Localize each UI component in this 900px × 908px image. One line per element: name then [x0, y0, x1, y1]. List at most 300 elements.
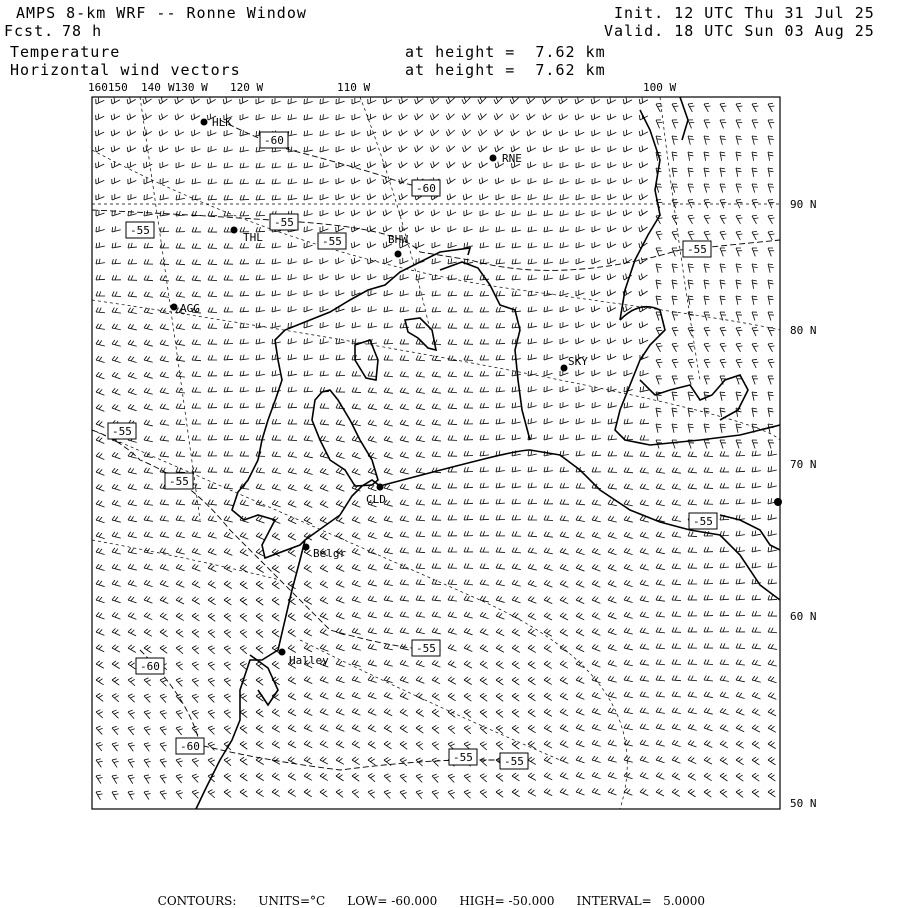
wind-barb-tick: [721, 155, 726, 156]
wind-barb-tick: [608, 532, 611, 536]
wind-barb-tick: [161, 97, 162, 102]
wind-barb: [496, 568, 505, 569]
wind-barb-tick: [642, 98, 643, 103]
wind-barb: [128, 99, 136, 104]
wind-barb: [96, 263, 105, 264]
wind-barb-tick: [399, 227, 400, 232]
wind-barb: [368, 180, 376, 184]
wind-barb-tick: [480, 563, 482, 568]
wind-barb-tick: [176, 662, 180, 664]
wind-barb: [480, 423, 489, 424]
wind-barb-tick: [351, 211, 352, 216]
valid-time: Valid. 18 UTC Sun 03 Aug 25: [604, 22, 875, 40]
wind-barb: [576, 132, 584, 136]
wind-barb-tick: [627, 597, 630, 601]
wind-barb-tick: [355, 322, 356, 327]
wind-barb: [592, 100, 600, 104]
wind-barb-tick: [451, 645, 454, 649]
wind-barb-tick: [592, 676, 595, 680]
wind-barb-tick: [611, 597, 614, 601]
wind-barb-tick: [147, 614, 151, 618]
wind-barb-tick: [352, 564, 355, 568]
wind-barb-tick: [355, 581, 358, 585]
wind-barb-tick: [576, 483, 578, 488]
wind-barb-tick: [736, 643, 738, 648]
wind-barb-tick: [371, 628, 374, 632]
wind-barb-tick: [403, 580, 405, 584]
wind-barb: [608, 340, 616, 344]
wind-barb-tick: [739, 499, 740, 504]
wind-barb-tick: [464, 515, 466, 520]
wind-barb-tick: [163, 194, 164, 199]
wind-barb-tick: [128, 677, 132, 680]
wind-barb-tick: [563, 210, 564, 215]
wind-barb-tick: [227, 468, 229, 473]
wind-barb-tick: [367, 195, 368, 200]
wind-barb-tick: [467, 564, 469, 569]
wind-barb: [736, 615, 745, 616]
wind-barb-tick: [435, 484, 437, 489]
wind-barb: [112, 197, 120, 200]
wind-barb-tick: [451, 356, 453, 361]
wind-barb-tick: [736, 343, 741, 344]
wind-barb-tick: [675, 548, 677, 552]
wind-barb-tick: [384, 388, 386, 392]
wind-barb-tick: [275, 306, 276, 311]
wind-barb-tick: [339, 566, 342, 570]
wind-barb-tick: [224, 403, 225, 408]
wind-barb: [400, 294, 409, 296]
wind-barb: [256, 295, 265, 296]
wind-barb-tick: [112, 243, 113, 248]
wind-barb-tick: [131, 469, 134, 473]
wind-barb-tick: [448, 547, 450, 552]
wind-barb: [720, 216, 724, 224]
wind-barb-tick: [627, 533, 630, 537]
wind-barb-tick: [544, 564, 547, 568]
wind-barb-tick: [179, 292, 181, 296]
wind-barb-tick: [544, 693, 548, 696]
wind-barb: [592, 455, 601, 456]
wind-barb-tick: [528, 467, 529, 472]
wind-barb-tick: [464, 483, 465, 488]
wind-barb-tick: [451, 563, 453, 568]
wind-barb-tick: [275, 290, 276, 295]
wind-barb: [576, 99, 584, 104]
wind-barb-tick: [96, 275, 97, 280]
wind-barb: [512, 181, 520, 184]
wind-barb-tick: [288, 484, 291, 488]
wind-barb-tick: [416, 468, 418, 472]
wind-barb-tick: [499, 291, 500, 296]
wind-barb: [720, 599, 729, 600]
wind-barb-tick: [144, 404, 147, 408]
wind-barb-tick: [627, 484, 629, 488]
wind-barb-tick: [435, 323, 437, 328]
wind-barb-tick: [208, 613, 212, 616]
wind-barb-tick: [464, 291, 466, 296]
wind-barb-tick: [195, 356, 197, 361]
wind-barb: [448, 229, 456, 232]
wind-barb-tick: [370, 162, 371, 167]
wind-barb-tick: [224, 371, 225, 376]
wind-barb-tick: [131, 259, 133, 264]
wind-barb-tick: [531, 679, 535, 682]
wind-barb-tick: [99, 357, 102, 361]
wind-barb-tick: [435, 388, 437, 392]
wind-barb-tick: [561, 97, 562, 102]
wind-barb: [608, 600, 616, 603]
wind-barb-tick: [419, 580, 421, 585]
wind-barb-tick: [480, 323, 482, 328]
wind-barb-tick: [351, 227, 352, 232]
wind-barb-tick: [688, 468, 690, 472]
wind-barb-tick: [275, 501, 278, 505]
wind-barb-tick: [323, 645, 326, 649]
wind-barb-tick: [272, 452, 274, 456]
wind-barb-tick: [115, 341, 118, 345]
wind-barb: [320, 118, 329, 120]
wind-barb: [304, 166, 313, 168]
wind-barb-tick: [479, 179, 480, 184]
wind-barb-tick: [211, 549, 214, 553]
wind-barb-tick: [336, 580, 339, 584]
wind-barb-tick: [160, 292, 162, 296]
wind-barb-tick: [256, 179, 257, 184]
wind-barb-tick: [210, 98, 211, 103]
wind-barb: [528, 552, 537, 553]
wind-barb-tick: [275, 452, 277, 456]
wind-barb-tick: [672, 659, 674, 664]
wind-barb-tick: [546, 130, 547, 135]
wind-barb-tick: [464, 275, 465, 280]
wind-barb-tick: [160, 372, 163, 376]
wind-barb-tick: [464, 323, 466, 328]
wind-barb-tick: [416, 275, 417, 280]
wind-barb: [624, 472, 633, 473]
wind-barb-tick: [339, 371, 340, 376]
wind-barb-tick: [320, 147, 321, 152]
wind-barb-tick: [163, 243, 165, 248]
wind-barb-tick: [370, 210, 371, 215]
wind-barb-tick: [367, 163, 368, 168]
wind-barb: [96, 197, 104, 200]
wind-barb: [320, 488, 328, 491]
wind-barb: [656, 648, 665, 649]
wind-barb-tick: [467, 613, 470, 617]
wind-barb: [768, 296, 770, 305]
wind-barb-tick: [528, 548, 531, 552]
wind-barb-tick: [432, 563, 434, 568]
wind-barb-tick: [160, 532, 163, 536]
wind-barb-tick: [227, 323, 229, 328]
wind-barb: [144, 568, 153, 570]
wind-barb: [608, 276, 616, 280]
wind-barb: [384, 392, 393, 393]
wind-barb-tick: [416, 612, 418, 616]
wind-barb: [384, 376, 393, 377]
wind-barb-tick: [160, 468, 162, 472]
wind-barb-tick: [576, 645, 580, 648]
wind-barb-tick: [432, 612, 435, 616]
wind-barb: [640, 648, 649, 649]
wind-barb: [144, 472, 153, 473]
wind-barb: [464, 632, 473, 635]
wind-barb-tick: [659, 692, 661, 696]
wind-barb-tick: [176, 710, 181, 712]
wind-barb: [160, 424, 169, 425]
wind-barb: [736, 136, 738, 145]
wind-barb-tick: [467, 291, 469, 296]
wind-barb-tick: [162, 680, 167, 682]
wind-barb: [288, 309, 297, 312]
wind-barb: [608, 373, 616, 376]
wind-barb: [448, 408, 457, 409]
wind-barb-tick: [640, 564, 643, 568]
wind-barb-tick: [433, 113, 435, 118]
wind-barb: [240, 472, 249, 473]
wind-barb-tick: [147, 484, 149, 488]
wind-barb-tick: [771, 579, 772, 584]
wind-barb-tick: [446, 99, 448, 104]
wind-barb: [368, 536, 377, 539]
wind-barb-tick: [112, 532, 115, 536]
wind-barb-tick: [419, 307, 420, 312]
wind-barb: [560, 373, 568, 376]
wind-barb-tick: [275, 163, 276, 168]
wind-barb: [672, 152, 674, 161]
wind-barb-tick: [515, 243, 516, 248]
wind-barb: [688, 216, 692, 224]
wind-barb-tick: [352, 612, 355, 616]
wind-barb-tick: [416, 660, 419, 664]
wind-barb: [560, 325, 568, 328]
wind-barb-tick: [403, 469, 406, 473]
wind-barb-tick: [515, 291, 516, 296]
wind-barb: [560, 246, 569, 248]
wind-barb: [592, 696, 601, 699]
wind-barb-tick: [240, 195, 242, 200]
wind-barb-tick: [304, 613, 308, 616]
wind-barb-tick: [624, 564, 627, 568]
wind-barb-tick: [112, 661, 116, 664]
wind-barb-tick: [659, 500, 662, 504]
wind-barb-tick: [595, 418, 596, 423]
wind-barb-tick: [96, 452, 99, 456]
wind-barb-tick: [128, 645, 132, 648]
wind-barb-tick: [175, 131, 176, 136]
wind-barb: [112, 392, 120, 395]
wind-barb-tick: [464, 435, 466, 440]
wind-barb-tick: [336, 484, 339, 488]
wind-barb-tick: [705, 267, 710, 268]
wind-barb: [608, 680, 617, 682]
wind-barb-tick: [450, 194, 451, 199]
wind-barb-tick: [371, 709, 374, 713]
wind-barb: [592, 245, 600, 248]
wind-barb-tick: [386, 114, 387, 119]
wind-barb-tick: [176, 500, 178, 504]
wind-barb-tick: [96, 372, 99, 376]
wind-barb-tick: [560, 532, 563, 536]
wind-barb-tick: [435, 612, 438, 616]
wind-barb: [352, 472, 360, 475]
wind-barb: [640, 504, 649, 506]
wind-barb-tick: [483, 403, 484, 408]
wind-barb-tick: [611, 500, 614, 504]
wind-barb-tick: [368, 355, 370, 360]
wind-barb-tick: [721, 395, 726, 396]
wind-barb-tick: [355, 629, 358, 633]
wind-barb-tick: [256, 163, 257, 168]
wind-barb-tick: [400, 339, 402, 344]
wind-barb-tick: [258, 583, 262, 586]
wind-barb-tick: [240, 451, 242, 456]
wind-barb-tick: [512, 355, 513, 360]
wind-barb-tick: [627, 676, 630, 680]
wind-barb-tick: [179, 565, 182, 569]
wind-barb-tick: [448, 388, 450, 392]
wind-barb-tick: [627, 660, 630, 664]
wind-barb: [496, 197, 504, 200]
wind-barb-tick: [624, 516, 627, 520]
wind-barb-tick: [336, 500, 339, 504]
wind-barb: [576, 324, 584, 328]
wind-barb: [368, 293, 377, 296]
wind-barb-tick: [178, 664, 182, 666]
wind-barb-tick: [224, 451, 226, 456]
wind-barb: [752, 455, 761, 456]
wind-barb: [144, 456, 153, 458]
wind-barb: [672, 296, 674, 305]
wind-barb-tick: [704, 499, 706, 504]
wind-barb-tick: [432, 660, 435, 664]
wind-barb-tick: [451, 404, 453, 409]
wind-barb: [416, 392, 425, 393]
wind-barb: [672, 536, 681, 537]
wind-barb-tick: [195, 500, 197, 504]
wind-barb-tick: [544, 211, 545, 216]
wind-barb: [256, 326, 265, 328]
wind-barb-tick: [595, 661, 598, 665]
wind-barb: [304, 277, 313, 280]
wind-barb-tick: [243, 146, 244, 151]
wind-barb-tick: [112, 710, 117, 712]
wind-barb-tick: [211, 195, 212, 200]
wind-barb-tick: [115, 405, 118, 409]
wind-barb-tick: [115, 517, 118, 521]
wind-barb-tick: [211, 484, 213, 489]
wind-barb-tick: [367, 147, 368, 152]
wind-barb-tick: [160, 259, 162, 264]
wind-barb-tick: [451, 258, 452, 263]
wind-barb-tick: [242, 599, 246, 602]
wind-barb-tick: [560, 693, 564, 696]
wind-barb: [656, 552, 665, 554]
wind-barb-tick: [435, 678, 439, 681]
wind-barb-tick: [210, 648, 214, 650]
wind-barb-tick: [163, 500, 165, 504]
wind-barb-tick: [160, 580, 163, 584]
wind-barb: [560, 584, 568, 587]
wind-barb-tick: [208, 371, 210, 376]
wind-barb-tick: [96, 628, 99, 632]
wind-barb: [736, 104, 740, 112]
wind-barb-tick: [595, 565, 598, 569]
wind-barb: [640, 148, 648, 152]
wind-barb-tick: [483, 371, 485, 376]
wind-barb-tick: [227, 163, 228, 168]
wind-barb-tick: [179, 532, 182, 536]
wind-barb-tick: [607, 99, 608, 104]
wind-barb-tick: [640, 387, 641, 392]
wind-barb-tick: [432, 452, 434, 456]
wind-barb-tick: [640, 500, 643, 504]
wind-barb: [576, 616, 584, 620]
wind-barb-tick: [704, 296, 709, 297]
wind-barb-tick: [736, 103, 741, 104]
wind-barb-tick: [736, 499, 737, 504]
wind-barb-tick: [753, 267, 758, 268]
wind-barb-tick: [515, 597, 518, 601]
wind-barb-tick: [339, 420, 342, 424]
wind-barb-tick: [611, 533, 614, 537]
wind-barb-tick: [96, 612, 99, 616]
wind-barb-tick: [307, 178, 308, 183]
wind-barb-tick: [399, 115, 400, 120]
wind-barb-tick: [739, 676, 742, 680]
wind-barb-tick: [223, 99, 224, 104]
wind-barb: [592, 260, 600, 264]
wind-barb-tick: [115, 533, 118, 537]
wind-barb-tick: [227, 582, 231, 585]
wind-barb: [496, 487, 505, 488]
wind-barb-tick: [483, 339, 485, 344]
wind-barb-tick: [672, 500, 675, 504]
wind-barb-tick: [336, 420, 339, 424]
wind-barb-tick: [688, 595, 690, 600]
wind-barb-tick: [688, 280, 693, 281]
wind-barb: [160, 520, 169, 521]
wind-barb: [608, 439, 617, 440]
wind-barb-tick: [240, 403, 241, 408]
wind-barb: [592, 308, 600, 312]
wind-barb-tick: [191, 99, 192, 104]
wind-barb-tick: [512, 259, 513, 264]
wind-barb-tick: [689, 106, 694, 107]
wind-barb: [176, 132, 184, 136]
wind-barb-tick: [720, 231, 725, 232]
wind-barb-tick: [288, 709, 292, 712]
wind-barb: [736, 424, 738, 433]
wind-barb-tick: [339, 518, 343, 522]
wind-barb: [224, 712, 231, 718]
wind-barb-tick: [688, 627, 690, 632]
wind-barb-tick: [272, 195, 273, 200]
wind-barb: [528, 503, 537, 504]
wind-barb: [512, 247, 521, 248]
wind-barb-tick: [227, 275, 229, 280]
wind-barb-tick: [259, 534, 263, 538]
wind-barb-tick: [643, 565, 646, 569]
wind-barb: [576, 552, 585, 555]
wind-barb: [320, 358, 329, 360]
wind-barb-tick: [96, 564, 99, 568]
wind-barb: [704, 120, 707, 128]
wind-barb-tick: [274, 631, 278, 634]
wind-barb: [768, 280, 770, 289]
wind-barb-tick: [112, 694, 116, 696]
